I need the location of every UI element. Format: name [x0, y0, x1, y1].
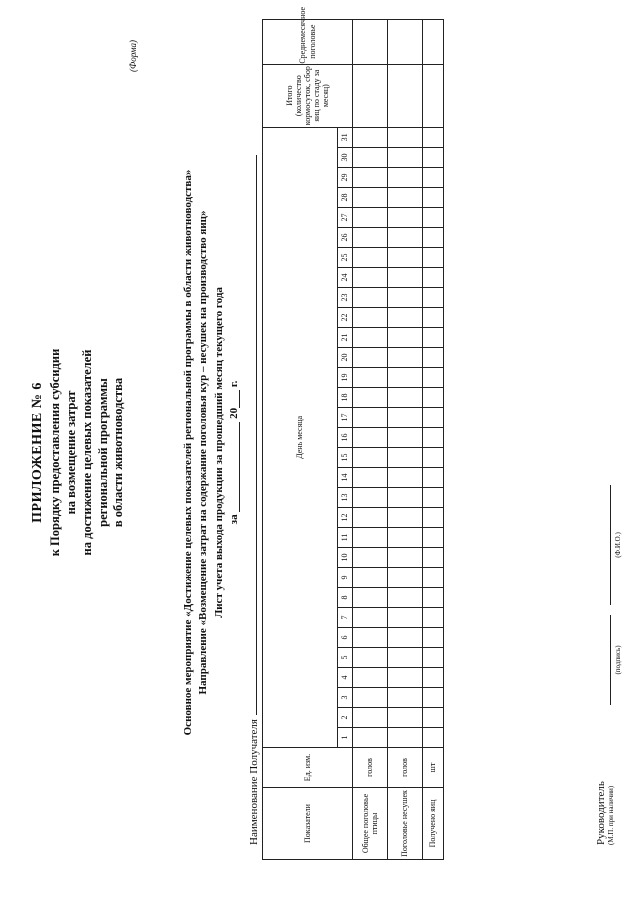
value-cell[interactable] — [388, 288, 423, 308]
day-number-cell: 19 — [338, 368, 353, 388]
value-cell[interactable] — [423, 468, 444, 488]
appendix-title: ПРИЛОЖЕНИЕ № 6 — [30, 382, 45, 523]
value-cell[interactable] — [388, 127, 423, 147]
day-number-cell: 31 — [338, 127, 353, 147]
value-cell[interactable] — [353, 288, 388, 308]
value-cell[interactable] — [388, 188, 423, 208]
value-cell[interactable] — [353, 728, 388, 748]
day-number-cell: 5 — [338, 648, 353, 668]
value-cell[interactable] — [423, 568, 444, 588]
value-cell[interactable] — [388, 428, 423, 448]
value-cell[interactable] — [388, 488, 423, 508]
value-cell[interactable] — [353, 668, 388, 688]
day-number-cell: 6 — [338, 628, 353, 648]
day-number-cell: 17 — [338, 408, 353, 428]
period-suffix: г. — [228, 380, 240, 388]
indicators-header: Показатели — [263, 788, 353, 860]
month-blank[interactable] — [239, 422, 240, 512]
direction: Направление «Возмещение затрат на содержание поголовья кур – несушек на производство яиц» — [197, 210, 209, 695]
full-name-caption: (Ф.И.О.) — [614, 532, 622, 558]
value-cell[interactable] — [388, 328, 423, 348]
value-cell[interactable] — [423, 288, 444, 308]
day-number-cell: 16 — [338, 428, 353, 448]
header-row — [263, 19, 338, 859]
value-cell[interactable] — [423, 228, 444, 248]
value-cell[interactable] — [388, 668, 423, 688]
day-number-cell: 14 — [338, 468, 353, 488]
recipient-name-blank[interactable] — [246, 155, 257, 715]
row-unit: голов — [388, 748, 423, 788]
value-cell[interactable] — [388, 588, 423, 608]
value-cell[interactable] — [388, 368, 423, 388]
value-cell[interactable] — [388, 408, 423, 428]
value-cell[interactable] — [423, 188, 444, 208]
value-cell[interactable] — [353, 188, 388, 208]
value-cell[interactable] — [423, 127, 444, 147]
value-cell[interactable] — [423, 348, 444, 368]
recipient-row — [246, 155, 260, 845]
value-cell[interactable] — [388, 248, 423, 268]
value-cell[interactable] — [353, 528, 388, 548]
value-cell[interactable] — [388, 468, 423, 488]
row-unit: шт — [423, 748, 444, 788]
value-cell[interactable] — [388, 308, 423, 328]
day-number-cell: 18 — [338, 388, 353, 408]
value-cell[interactable] — [388, 568, 423, 588]
full-name-line[interactable] — [610, 485, 611, 605]
value-cell[interactable] — [423, 688, 444, 708]
value-cell[interactable] — [353, 568, 388, 588]
sheet-title: Лист учета выхода продукции за прошедший месяц текущего года — [213, 287, 225, 618]
appendix-subtitle-line-4: на достижение целевых показателей — [80, 349, 94, 556]
value-cell[interactable] — [423, 368, 444, 388]
value-cell[interactable] — [388, 608, 423, 628]
value-cell[interactable] — [388, 628, 423, 648]
row-label: Получено яиц — [423, 788, 444, 860]
value-cell[interactable] — [423, 728, 444, 748]
value-cell[interactable] — [388, 688, 423, 708]
value-cell[interactable] — [353, 708, 388, 728]
value-cell[interactable] — [423, 19, 444, 64]
value-cell[interactable] — [353, 148, 388, 168]
value-cell[interactable] — [423, 628, 444, 648]
value-cell[interactable] — [353, 268, 388, 288]
value-cell[interactable] — [353, 308, 388, 328]
day-number-cell: 15 — [338, 448, 353, 468]
day-number-cell: 2 — [338, 708, 353, 728]
value-cell[interactable] — [423, 708, 444, 728]
value-cell[interactable] — [353, 448, 388, 468]
production-table — [262, 6, 444, 860]
year-blank[interactable] — [239, 390, 240, 408]
day-number-cell: 4 — [338, 668, 353, 688]
day-number-cell: 8 — [338, 588, 353, 608]
day-number-cell: 3 — [338, 688, 353, 708]
day-number-cell: 25 — [338, 248, 353, 268]
value-cell[interactable] — [388, 728, 423, 748]
value-cell[interactable] — [388, 508, 423, 528]
value-cell[interactable] — [353, 19, 388, 64]
value-cell[interactable] — [423, 508, 444, 528]
value-cell[interactable] — [388, 208, 423, 228]
value-cell[interactable] — [353, 408, 388, 428]
row-label: Общее поголовье птицы — [353, 788, 388, 860]
value-cell[interactable] — [353, 548, 388, 568]
value-cell[interactable] — [353, 388, 388, 408]
signature-line[interactable] — [610, 615, 611, 705]
value-cell[interactable] — [353, 488, 388, 508]
value-cell[interactable] — [353, 428, 388, 448]
value-cell[interactable] — [388, 348, 423, 368]
form-note: (Форма) — [128, 40, 138, 73]
days-header: День месяца — [263, 127, 338, 747]
value-cell[interactable] — [353, 127, 388, 147]
value-cell[interactable] — [423, 168, 444, 188]
value-cell[interactable] — [353, 328, 388, 348]
value-cell[interactable] — [388, 19, 423, 64]
value-cell[interactable] — [353, 648, 388, 668]
day-number-cell: 1 — [338, 728, 353, 748]
value-cell[interactable] — [423, 268, 444, 288]
value-cell[interactable] — [423, 648, 444, 668]
value-cell[interactable] — [353, 348, 388, 368]
signature-caption: (подпись) — [614, 645, 622, 675]
value-cell[interactable] — [423, 248, 444, 268]
value-cell[interactable] — [388, 64, 423, 127]
appendix-subtitle-line-3: на возмещение затрат — [64, 390, 78, 515]
value-cell[interactable] — [388, 528, 423, 548]
signature-role: Руководитель — [595, 781, 607, 845]
table-row — [423, 19, 444, 859]
day-number-cell: 21 — [338, 328, 353, 348]
value-cell[interactable] — [353, 64, 388, 127]
value-cell[interactable] — [353, 368, 388, 388]
day-number-cell: 11 — [338, 528, 353, 548]
period-prefix: за — [228, 514, 240, 525]
value-cell[interactable] — [423, 448, 444, 468]
day-number-cell: 13 — [338, 488, 353, 508]
row-label: Поголовье несушек — [388, 788, 423, 860]
day-number-cell: 23 — [338, 288, 353, 308]
value-cell[interactable] — [423, 548, 444, 568]
table-row — [353, 19, 388, 859]
value-cell[interactable] — [388, 708, 423, 728]
appendix-subtitle-line-6: в области животноводства — [111, 377, 125, 528]
appendix-subtitle-line-2: к Порядку предоставления субсидии — [48, 348, 62, 557]
day-number-cell: 22 — [338, 308, 353, 328]
value-cell[interactable] — [423, 388, 444, 408]
value-cell[interactable] — [388, 388, 423, 408]
appendix-subtitle-line-5: региональной программы — [96, 378, 110, 527]
value-cell[interactable] — [423, 208, 444, 228]
value-cell[interactable] — [423, 408, 444, 428]
stamp-note: (М.П. при наличии) — [607, 785, 615, 845]
day-number-cell: 24 — [338, 268, 353, 288]
period-year: 20 — [228, 407, 240, 419]
value-cell[interactable] — [388, 648, 423, 668]
value-cell[interactable] — [388, 268, 423, 288]
value-cell[interactable] — [423, 148, 444, 168]
value-cell[interactable] — [423, 428, 444, 448]
value-cell[interactable] — [353, 628, 388, 648]
value-cell[interactable] — [423, 608, 444, 628]
unit-header: Ед. изм. — [263, 748, 353, 788]
value-cell[interactable] — [388, 548, 423, 568]
day-number-row — [338, 19, 353, 859]
value-cell[interactable] — [353, 468, 388, 488]
value-cell[interactable] — [423, 64, 444, 127]
signature-block — [595, 781, 615, 845]
value-cell[interactable] — [423, 588, 444, 608]
day-number-cell: 20 — [338, 348, 353, 368]
day-number-cell: 27 — [338, 208, 353, 228]
value-cell[interactable] — [423, 308, 444, 328]
value-cell[interactable] — [423, 328, 444, 348]
value-cell[interactable] — [423, 488, 444, 508]
day-number-cell: 26 — [338, 228, 353, 248]
day-number-cell: 12 — [338, 508, 353, 528]
table-row — [388, 19, 423, 859]
recipient-label: Наименование Получателя — [248, 719, 260, 845]
value-cell[interactable] — [353, 228, 388, 248]
avg-header: Среднемесячное поголовье — [263, 19, 353, 64]
value-cell[interactable] — [353, 508, 388, 528]
value-cell[interactable] — [388, 228, 423, 248]
period-line — [228, 0, 240, 905]
day-number-cell: 9 — [338, 568, 353, 588]
value-cell[interactable] — [388, 148, 423, 168]
day-number-cell: 30 — [338, 148, 353, 168]
value-cell[interactable] — [353, 588, 388, 608]
value-cell[interactable] — [388, 448, 423, 468]
value-cell[interactable] — [423, 528, 444, 548]
value-cell[interactable] — [353, 168, 388, 188]
value-cell[interactable] — [353, 688, 388, 708]
day-number-cell: 7 — [338, 608, 353, 628]
day-number-cell: 29 — [338, 168, 353, 188]
total-header: Итого (количество кормосуток, сбор яиц по стаду за месяц) — [263, 64, 353, 127]
value-cell[interactable] — [353, 608, 388, 628]
main-measure: Основное мероприятие «Достижение целевых показателей региональной программы в области животноводства» — [182, 169, 194, 736]
value-cell[interactable] — [353, 208, 388, 228]
value-cell[interactable] — [353, 248, 388, 268]
value-cell[interactable] — [388, 168, 423, 188]
value-cell[interactable] — [423, 668, 444, 688]
row-unit: голов — [353, 748, 388, 788]
day-number-cell: 28 — [338, 188, 353, 208]
day-number-cell: 10 — [338, 548, 353, 568]
